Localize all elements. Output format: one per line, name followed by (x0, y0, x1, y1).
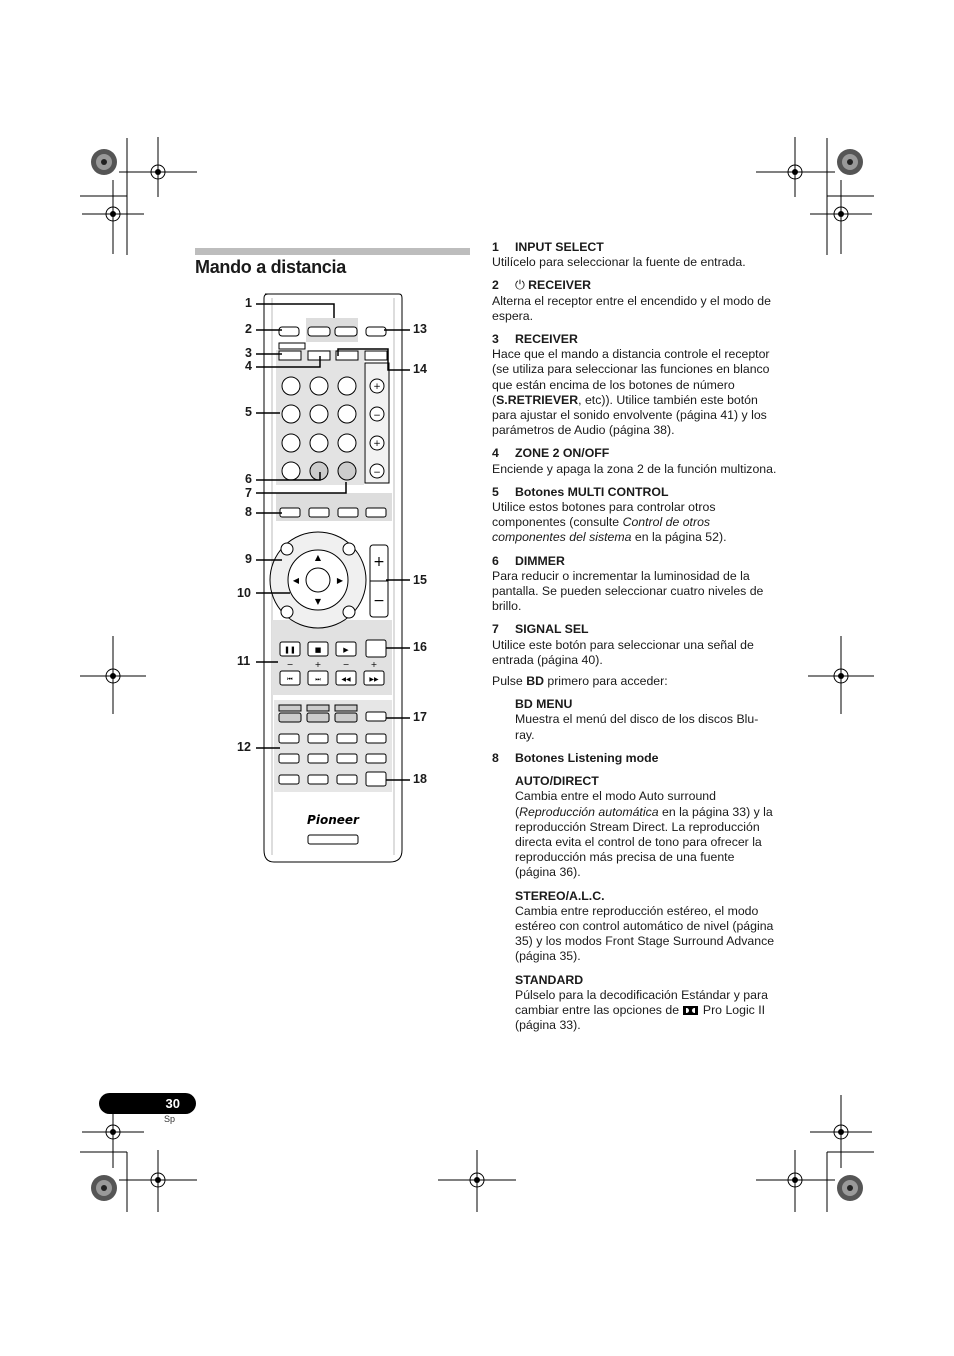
callout-3: 3 (245, 346, 252, 360)
callout-10: 10 (237, 586, 251, 600)
callout-13: 13 (413, 322, 427, 336)
callout-4: 4 (245, 359, 252, 373)
callout-1: 1 (245, 296, 252, 310)
item-note-7: Pulse BD primero para acceder: (492, 674, 668, 689)
svg-text:−: − (286, 660, 294, 669)
page-title: Mando a distancia (195, 257, 346, 277)
svg-text:■: ■ (314, 646, 322, 654)
svg-text:◀: ◀ (292, 576, 300, 585)
item-text-3: Hace que el mando a distancia controle el receptor (se utiliza para seleccionar las funciones en blanco que están encima de los botones de número (S.RETRIEVER, etc)). Utilice también este botón para ajustar el sonido envolvente (página 41) y los parámetros de Audio (página 38). (492, 347, 770, 438)
item-text-7: Utilice este botón para seleccionar una señal de entrada (página 40). (492, 637, 754, 667)
sub-item-auto-direct: AUTO/DIRECT Cambia entre el modo Auto surround (Reproducción automática en la página 33) y la reproducción Stream Direct. La reproducción directa evita el control de tono para ofrecer la reproducción más precisa de una fuente (página 36). (515, 774, 773, 880)
language-code: Sp (164, 1114, 176, 1124)
svg-text:⏭: ⏭ (315, 676, 321, 683)
callout-18: 18 (413, 772, 427, 786)
callout-5: 5 (245, 405, 252, 419)
svg-text:▲: ▲ (314, 553, 322, 562)
item-heading-2: 2 ⏻ RECEIVER (492, 278, 592, 293)
item-text-2: Alterna el receptor entre el encendido y el modo de espera. (492, 293, 771, 323)
svg-text:+: + (373, 439, 381, 449)
svg-text:▶: ▶ (336, 576, 344, 585)
item-text-6: Para reducir o incrementar la luminosidad de la pantalla. Se pueden seleccionar cuatro niveles de brillo. (492, 568, 764, 614)
item-text-4: Enciende y apaga la zona 2 de la función multizona. (492, 461, 777, 476)
callout-17: 17 (413, 710, 427, 724)
callout-15: 15 (413, 573, 427, 587)
callout-6: 6 (245, 472, 252, 486)
callout-2: 2 (245, 322, 252, 336)
svg-text:−: − (342, 660, 350, 669)
item-heading-8: 8 Botones Listening mode (492, 750, 659, 765)
item-heading-3: 3 RECEIVER (492, 332, 578, 347)
svg-text:+: + (373, 382, 381, 392)
svg-text:▶▶: ▶▶ (369, 676, 379, 683)
item-heading-5: 5 Botones MULTI CONTROL (492, 484, 669, 499)
svg-text:❚❚: ❚❚ (284, 646, 296, 654)
callout-9: 9 (245, 552, 252, 566)
power-icon: ⏻ (515, 278, 529, 293)
callout-14: 14 (413, 362, 427, 376)
item-text-1: Utilícelo para seleccionar la fuente de entrada. (492, 255, 746, 270)
item-heading-6: 6 DIMMER (492, 553, 565, 568)
brand-logo: Pioneer (307, 813, 359, 827)
svg-text:▼: ▼ (314, 597, 322, 606)
item-text-5: Utilice estos botones para controlar otros componentes (consulte Control de otros componentes del sistema en la página 52). (492, 500, 727, 545)
svg-text:▶: ▶ (343, 646, 349, 654)
svg-text:+: + (370, 660, 378, 669)
item-heading-7: 7 SIGNAL SEL (492, 622, 589, 637)
svg-text:⏮: ⏮ (287, 676, 293, 683)
sub-item-bd-menu: BD MENU Muestra el menú del disco de los discos Blu-ray. (515, 697, 759, 742)
callout-8: 8 (245, 505, 252, 519)
svg-text:+: + (373, 554, 385, 570)
dolby-logo-icon (683, 1006, 698, 1015)
svg-text:−: − (373, 593, 385, 609)
sub-item-standard: STANDARD Púlselo para la decodificación Estándar y para cambiar entre las opciones de Pro Logic II (página 33). (515, 972, 768, 1033)
page-number-badge: 30 (99, 1093, 196, 1114)
sub-item-stereo-alc: STEREO/A.L.C. Cambia entre reproducción estéreo, el modo estéreo con control automático de nivel (página 35) y los modos Front Stage Surround Advance (página 35). (515, 888, 775, 964)
svg-text:◀◀: ◀◀ (341, 676, 351, 683)
item-heading-4: 4 ZONE 2 ON/OFF (492, 446, 610, 461)
callout-16: 16 (413, 640, 427, 654)
svg-text:−: − (373, 411, 381, 421)
callout-12: 12 (237, 740, 251, 754)
callout-11: 11 (237, 654, 251, 668)
description-column (492, 240, 777, 1033)
svg-text:−: − (373, 468, 381, 478)
callout-7: 7 (245, 486, 252, 500)
item-heading-1: 1 INPUT SELECT (492, 240, 604, 254)
svg-text:+: + (314, 660, 322, 669)
